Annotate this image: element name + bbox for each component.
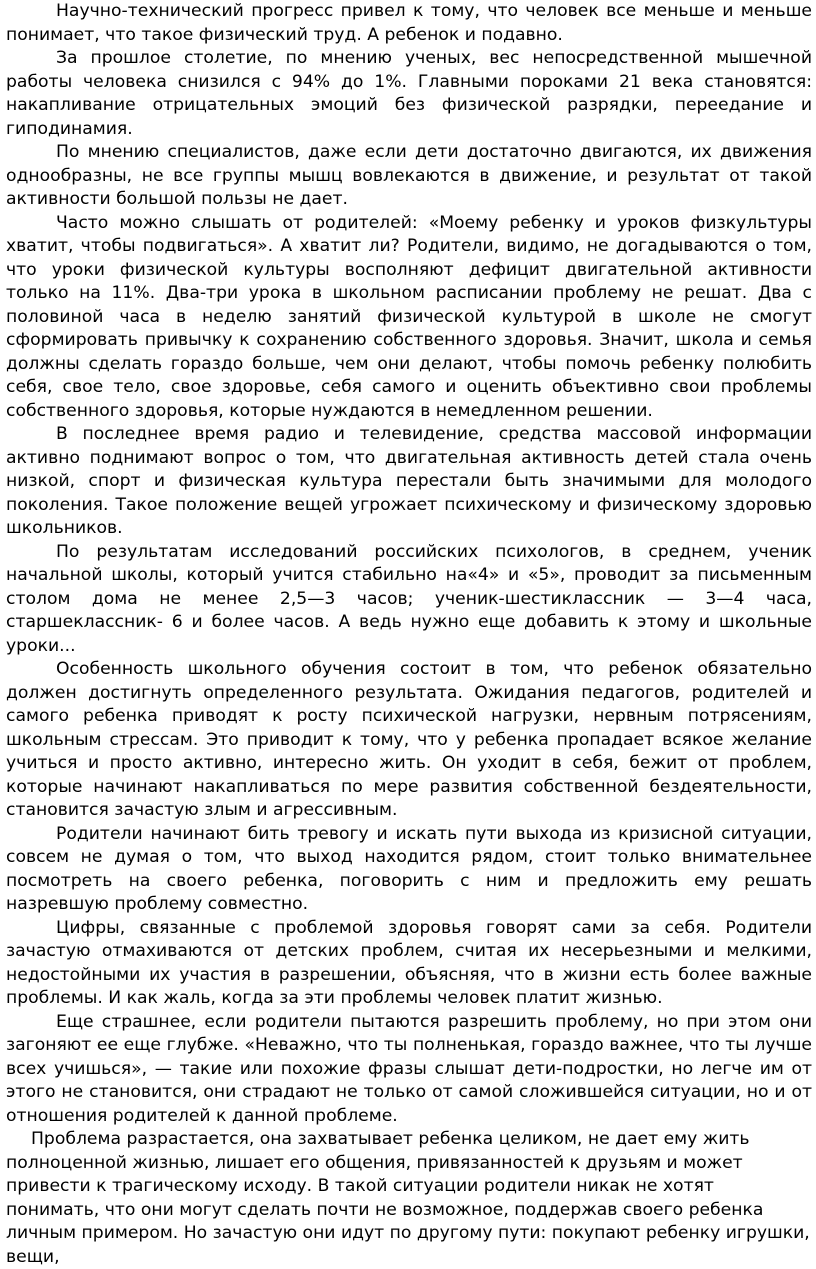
paragraph-progress: Научно-технический прогресс привел к тому, что человек все меньше и меньше понимает, что такое физический труд. А ребенок и подавно. — [6, 1, 812, 45]
paragraph-problem-grows: Проблема разрастается, она захватывает ребенка целиком, не дает ему жить полноценной жизнью, лишает его общения, привязанностей к друзьям и может привести к трагическому исходу. В такой ситуации родители никак не хотят понимать, что они могут сделать почти не возможное, поддержав своего ребенка личным примером. Но зачастую они идут по другому пути: покупают ребенку игрушки, вещи, — [6, 1129, 810, 1267]
paragraph-specialists: По мнению специалистов, даже если дети достаточно двигаются, их движения однообразны, не все группы мышц вовлекаются в движение, и результат от такой активности большой пользы не дает. — [6, 142, 812, 209]
paragraph-parents-alarm: Родители начинают бить тревогу и искать пути выхода из кризисной ситуации, совсем не думая о том, что выход находится рядом, стоит только внимательнее посмотреть на своего ребенка, поговорить с ним и предложить ему решать назревшую проблему совместно. — [6, 823, 812, 914]
paragraph-health-numbers: Цифры, связанные с проблемой здоровья говорят сами за себя. Родители зачастую отмахиваются от детских проблем, считая их несерьезными и мелкими, недостойными их участия в разрешении, объясняя, что в жизни есть более важные проблемы. И как жаль, когда за эти проблемы человек платит жизнью. — [6, 917, 812, 1008]
paragraph-muscle-work: За прошлое столетие, по мнению ученых, вес непосредственной мышечной работы человека снизился с 94% до 1%. Главными пороками 21 века становятся: накапливание отрицательных эмоций без физической разрядки, переедание и гиподинамия. — [6, 48, 812, 139]
paragraph-research: По результатам исследований российских психологов, в среднем, ученик начальной школы, который учится стабильно на«4» и «5», проводит за письменным столом дома не менее 2,5—3 часов; ученик-шестиклассник — 3—4 часа, старшеклассник- 6 и более часов. А ведь нужно еще добавить к этому и школьные уроки... — [6, 541, 812, 656]
document-page — [6, 0, 812, 1269]
paragraph-parents-pe: Часто можно слышать от родителей: «Моему ребенку и уроков физкультуры хватит, чтобы подвигаться». А хватит ли? Родители, видимо, не догадываются о том, что уроки физической культуры восполняют дефицит двигательной активности только на 11%. Два-три урока в школьном расписании проблему не решат. Два с половиной часа в неделю занятий физической культурой в школе не смогут сформировать привычку к сохранению собственного здоровья. Значит, школа и семья должны сделать гораздо больше, чем они делают, чтобы помочь ребенку полюбить себя, свое тело, свое здоровье, себя самого и оценить объективно свои проблемы собственного здоровья, которые нуждаются в немедленном решении. — [6, 212, 812, 421]
paragraph-worse: Еще страшнее, если родители пытаются разрешить проблему, но при этом они загоняют ее еще глубже. «Неважно, что ты полненькая, гораздо важнее, что ты лучше всех учишься», — такие или похожие фразы слышат дети-подростки, но легче им от этого не становится, они страдают не только от самой сложившейся ситуации, но и от отношения родителей к данной проблеме. — [6, 1011, 812, 1126]
paragraph-school-stress: Особенность школьного обучения состоит в том, что ребенок обязательно должен достигнуть определенного результата. Ожидания педагогов, родителей и самого ребенка приводят к росту психической нагрузки, нервным потрясениям, школьным стрессам. Это приводит к тому, что у ребенка пропадает всякое желание учиться и просто активно, интересно жить. Он уходит в себя, бежит от проблем, которые начинают накапливаться по мере развития собственной бездеятельности, становится зачастую злым и агрессивным. — [6, 659, 812, 820]
paragraph-media: В последнее время радио и телевидение, средства массовой информации активно поднимают вопрос о том, что двигательная активность детей стала очень низкой, спорт и физическая культура перестали быть значимыми для молодого поколения. Такое положение вещей угрожает психическому и физическому здоровью школьников. — [6, 424, 812, 538]
